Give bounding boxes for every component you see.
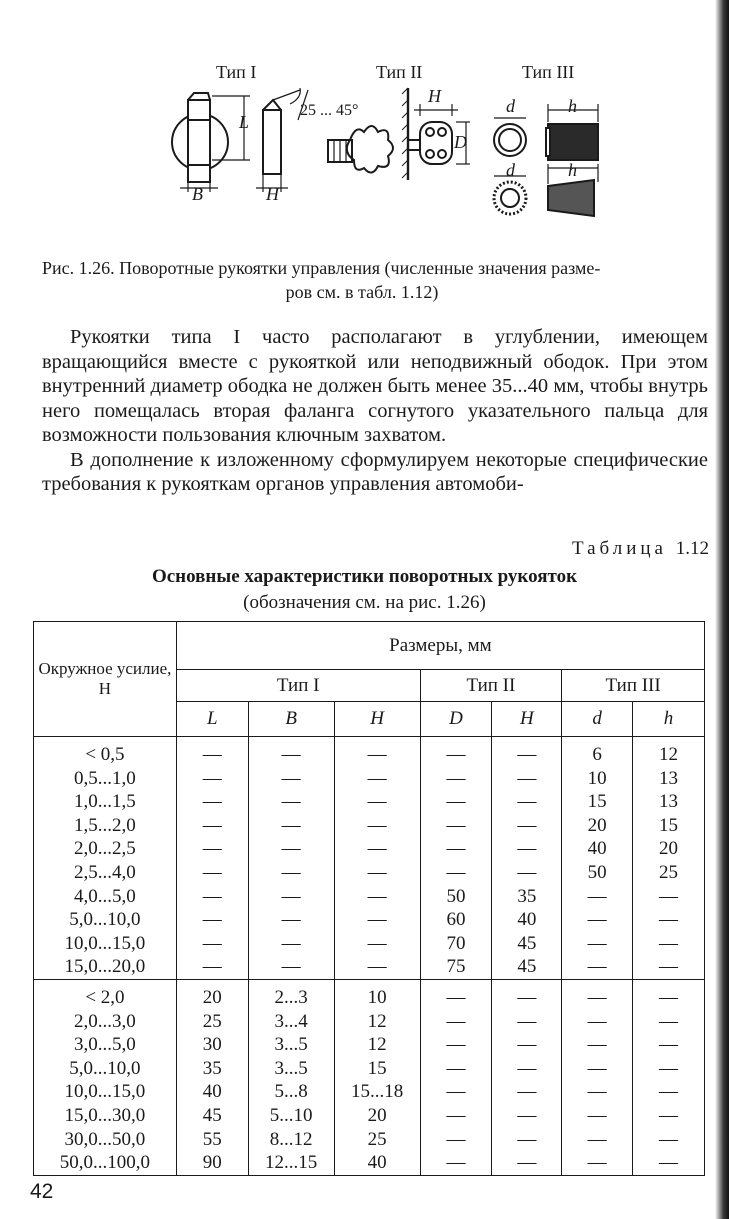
table-cell: — [202, 956, 222, 978]
table-cell: — [517, 838, 537, 860]
table-cell: — [587, 956, 607, 978]
page-number: 42 [30, 1180, 54, 1203]
table-cell: 1,0...1,5 [74, 791, 136, 813]
table-cell: — [517, 791, 537, 813]
table-cell: 10 [587, 767, 607, 789]
table-cell: — [659, 1034, 679, 1056]
group2-B-col [248, 979, 334, 1175]
table-cell: — [367, 932, 387, 954]
table-cell: — [281, 932, 301, 954]
table-cell: — [202, 885, 222, 907]
table-cell: 15 [367, 1057, 387, 1079]
figure-knobs [150, 60, 620, 220]
table-cell: 50,0...100,0 [59, 1152, 151, 1174]
group2-L-col [176, 979, 248, 1175]
table-cell: — [446, 744, 466, 765]
table-cell: — [281, 956, 301, 978]
table-cell: 25 [202, 1010, 222, 1032]
table-cell: 25 [367, 1128, 387, 1150]
table-cell: 25 [659, 861, 679, 883]
type2-star-drawing [328, 126, 393, 173]
table-cell: 12 [367, 1010, 387, 1032]
table-cell: 15 [659, 814, 679, 836]
header-dimensions: Размеры, мм [176, 622, 704, 670]
col-d: d [562, 702, 633, 737]
table-cell: — [517, 744, 537, 765]
table-cell: — [446, 814, 466, 836]
table-cell: — [446, 1152, 466, 1174]
table-cell: — [587, 1057, 607, 1079]
dim-h1-label: h [568, 96, 577, 116]
table-cell: — [281, 767, 301, 789]
table-cell: 13 [659, 767, 679, 789]
col-H: H [334, 702, 420, 737]
table-cell: 5...10 [269, 1104, 313, 1126]
header-type2: Тип II [420, 670, 562, 702]
type1-label: Тип I [216, 62, 257, 82]
table-cell: 2,0...2,5 [74, 838, 136, 860]
table-number-value: 1.12 [675, 538, 709, 559]
table-number-word: Таблица [571, 538, 667, 559]
paragraph-1: Рукоятки типа I часто располагают в углублении, имеющем вращающийся вместе с рукояткой или неподвижный ободок. При этом внутренний диаметр ободка не должен быть менее 35...40 мм, чтобы внутрь него помещалась вторая фаланга согнутого указательного пальца для возможности пользования ключным захватом. [42, 326, 708, 446]
table-cell: 5,0...10,0 [69, 1057, 141, 1079]
table-cell: 1,5...2,0 [74, 814, 136, 836]
table-cell: — [367, 956, 387, 978]
table-cell: 15,0...30,0 [64, 1104, 146, 1126]
group2-H-col [334, 979, 420, 1175]
table-cell: — [659, 956, 679, 978]
table-cell: — [202, 909, 222, 931]
table-cell: — [446, 1057, 466, 1079]
header-type3: Тип III [562, 670, 705, 702]
table-cell: 90 [202, 1152, 222, 1174]
table-cell: — [587, 1081, 607, 1103]
knob-drawings [150, 60, 620, 220]
table-cell: — [202, 861, 222, 883]
dim-d2-label: d [506, 160, 515, 180]
table-subtitle: (обозначения см. на рис. 1.26) [243, 592, 486, 613]
table-cell: 45 [202, 1104, 222, 1126]
table-cell: — [281, 885, 301, 907]
table-cell: 30,0...50,0 [64, 1128, 146, 1150]
table-cell: — [517, 986, 537, 1008]
table-cell: — [517, 1081, 537, 1103]
dim-L-label: L [239, 112, 250, 132]
table-cell: — [517, 1010, 537, 1032]
table-cell: 0,5...1,0 [74, 767, 136, 789]
table-cell: — [446, 861, 466, 883]
table-cell: — [446, 986, 466, 1008]
table-cell: 12 [659, 744, 679, 765]
table-group-1 [34, 737, 705, 980]
table-cell: — [517, 814, 537, 836]
table-number [572, 538, 709, 560]
table-cell: — [659, 909, 679, 931]
col-B: B [248, 702, 334, 737]
table-cell: — [367, 814, 387, 836]
col-h: h [633, 702, 705, 737]
table-cell: — [517, 861, 537, 883]
table-cell: — [587, 1104, 607, 1126]
table-cell: 35 [517, 885, 537, 907]
table-cell: 13 [659, 791, 679, 813]
table-cell: 40 [202, 1081, 222, 1103]
table-cell: — [202, 791, 222, 813]
table-cell: 40 [367, 1152, 387, 1174]
table-cell: < 2,0 [85, 986, 125, 1008]
table-cell: 5...8 [274, 1081, 308, 1103]
col-H2: H [492, 702, 562, 737]
dim-H1-label: H [266, 184, 279, 204]
type2-label: Тип II [376, 62, 423, 82]
group2-force-col [34, 979, 177, 1175]
table-cell: 6 [592, 744, 602, 765]
table-cell: 3,0...5,0 [74, 1034, 136, 1056]
table-cell: — [659, 1128, 679, 1150]
group1-D-col [420, 737, 492, 980]
table-cell: 50 [446, 885, 466, 907]
table-cell: — [281, 909, 301, 931]
dim-H2-label: H [428, 86, 441, 106]
table-cell: 2...3 [274, 986, 308, 1008]
table-cell: — [446, 1010, 466, 1032]
table-cell: 12...15 [265, 1152, 318, 1174]
table-cell: — [367, 909, 387, 931]
dim-d1-label: d [506, 96, 515, 116]
table-cell: 10 [367, 986, 387, 1008]
table-cell: — [446, 1104, 466, 1126]
table-cell: — [659, 986, 679, 1008]
group1-H2-col [492, 737, 562, 980]
table-cell: — [367, 791, 387, 813]
caption-line-1: Рис. 1.26. Поворотные рукоятки управления (численные значения разме- [42, 258, 601, 278]
table-cell: — [281, 861, 301, 883]
table-cell: 2,0...3,0 [74, 1010, 136, 1032]
table-cell: — [587, 932, 607, 954]
table-cell: 15 [587, 791, 607, 813]
group1-h-col [633, 737, 705, 980]
table-cell: 40 [587, 838, 607, 860]
group2-d-col [562, 979, 633, 1175]
table-cell: 10,0...15,0 [64, 932, 146, 954]
table-cell: — [517, 1104, 537, 1126]
header-force: Окружное усилие, Н [34, 622, 177, 737]
dim-B-label: B [192, 184, 203, 204]
table-cell: 45 [517, 956, 537, 978]
table-cell: — [367, 767, 387, 789]
table-cell: 10,0...15,0 [64, 1081, 146, 1103]
table-cell: — [587, 1152, 607, 1174]
table-cell: — [446, 791, 466, 813]
table-cell: — [587, 1128, 607, 1150]
table-group-2 [34, 979, 705, 1175]
table-cell: 75 [446, 956, 466, 978]
table-cell: — [202, 814, 222, 836]
table-cell: 45 [517, 932, 537, 954]
col-D: D [420, 702, 492, 737]
table-cell: 40 [517, 909, 537, 931]
col-L: L [176, 702, 248, 737]
table-cell: — [659, 1010, 679, 1032]
table-cell: 5,0...10,0 [69, 909, 141, 931]
group2-H2-col [492, 979, 562, 1175]
table-cell: 20 [202, 986, 222, 1008]
group1-H-col [334, 737, 420, 980]
table-cell: — [587, 1034, 607, 1056]
table-cell: 20 [587, 814, 607, 836]
table-cell: 50 [587, 861, 607, 883]
table-cell: — [202, 838, 222, 860]
table-cell: — [659, 1057, 679, 1079]
table-cell: 60 [446, 909, 466, 931]
type3-label: Тип III [522, 62, 575, 82]
dim-h2-label: h [568, 160, 577, 180]
table-cell: — [659, 1152, 679, 1174]
characteristics-table [33, 621, 705, 1176]
table-cell: 30 [202, 1034, 222, 1056]
figure-caption [42, 256, 682, 304]
table-cell: — [202, 744, 222, 765]
table-cell: 70 [446, 932, 466, 954]
table-cell: — [446, 1128, 466, 1150]
table-cell: 55 [202, 1128, 222, 1150]
table-cell: — [587, 909, 607, 931]
table-cell: — [517, 767, 537, 789]
table-cell: — [659, 885, 679, 907]
header-type1: Тип I [176, 670, 420, 702]
table-cell: 4,0...5,0 [74, 885, 136, 907]
table-cell: — [517, 1057, 537, 1079]
group1-force-col [34, 737, 177, 980]
table-cell: — [367, 744, 387, 765]
table-cell: — [587, 1010, 607, 1032]
table-cell: — [202, 932, 222, 954]
table-cell: — [446, 1081, 466, 1103]
table-cell: — [446, 1034, 466, 1056]
table-cell: — [587, 885, 607, 907]
table-cell: 2,5...4,0 [74, 861, 136, 883]
table-cell: — [517, 1152, 537, 1174]
table-cell: 15...18 [350, 1081, 404, 1103]
group1-d-col [562, 737, 633, 980]
table-cell: 3...4 [274, 1010, 308, 1032]
group2-h-col [633, 979, 705, 1175]
body-text [42, 325, 708, 497]
paragraph-2: В дополнение к изложенному сформулируем некоторые специфические требования к рукояткам органов управления автомоби- [42, 448, 708, 495]
table-cell: 12 [367, 1034, 387, 1056]
table-cell: — [281, 791, 301, 813]
table-cell: — [446, 767, 466, 789]
table-cell: — [367, 861, 387, 883]
table-cell: 35 [202, 1057, 222, 1079]
table-cell: 20 [659, 838, 679, 860]
table-cell: — [659, 932, 679, 954]
table-cell: < 0,5 [85, 744, 125, 765]
table-cell: — [587, 986, 607, 1008]
table-cell: — [367, 838, 387, 860]
table-cell: — [281, 838, 301, 860]
table-cell: — [517, 1034, 537, 1056]
table-cell: 3...5 [274, 1057, 308, 1079]
angle-label: 25 ... 45° [300, 102, 359, 119]
group1-L-col [176, 737, 248, 980]
table-cell: — [202, 767, 222, 789]
group2-D-col [420, 979, 492, 1175]
table-title: Основные характеристики поворотных рукояток [151, 566, 578, 587]
table-cell: — [659, 1081, 679, 1103]
table-cell: 20 [367, 1104, 387, 1126]
dim-D-label: D [454, 132, 467, 152]
type1-front-drawing [172, 93, 228, 192]
table-cell: — [367, 885, 387, 907]
table-cell: — [281, 814, 301, 836]
table-cell: — [659, 1104, 679, 1126]
table-cell: 8...12 [269, 1128, 313, 1150]
table-cell: 15,0...20,0 [64, 956, 146, 978]
table-cell: — [281, 744, 301, 765]
group1-B-col [248, 737, 334, 980]
caption-line-2: ров см. в табл. 1.12) [285, 282, 439, 302]
table-cell: — [517, 1128, 537, 1150]
table-cell: 3...5 [274, 1034, 308, 1056]
table-cell: — [446, 838, 466, 860]
